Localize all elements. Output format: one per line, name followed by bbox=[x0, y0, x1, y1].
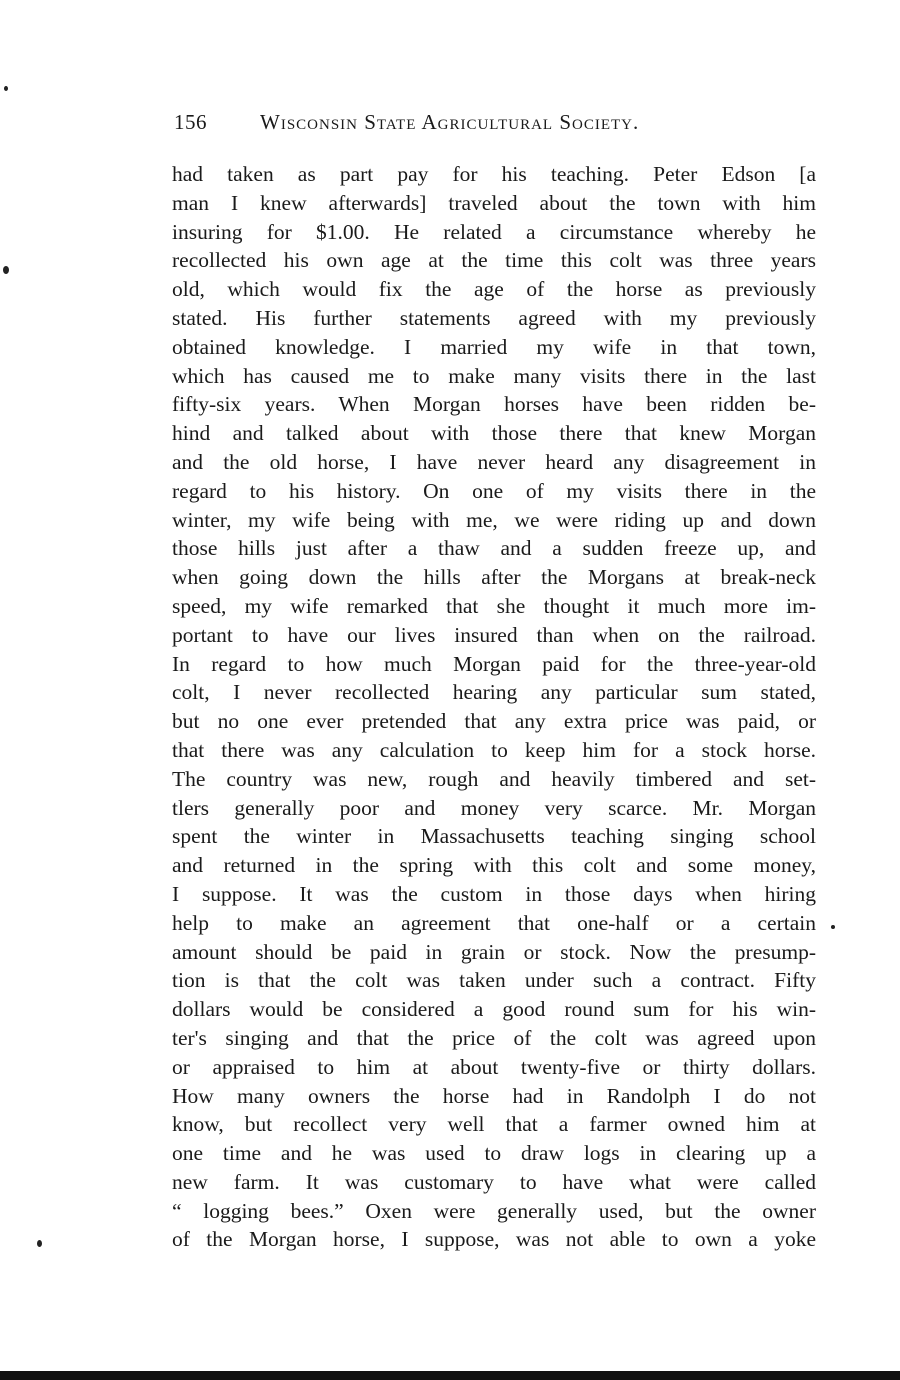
text-line: ter's singing and that the price of the colt was agreed upon bbox=[172, 1025, 816, 1050]
text-line: when going down the hills after the Morgans at break-neck bbox=[172, 565, 816, 590]
text-line: dollars would be considered a good round sum for his win- bbox=[172, 997, 816, 1022]
text-line: tlers generally poor and money very scarce. Mr. Morgan bbox=[172, 795, 816, 820]
running-title: Wisconsin State Agricultural Society. bbox=[260, 110, 640, 134]
text-line: insuring for $1.00. He related a circumstance whereby he bbox=[172, 219, 816, 244]
text-line: had taken as part pay for his teaching. Peter Edson [a bbox=[172, 162, 816, 186]
text-line: fifty-six years. When Morgan horses have been ridden be- bbox=[172, 392, 816, 417]
text-line: which has caused me to make many visits there in the last bbox=[172, 363, 816, 388]
text-line: speed, my wife remarked that she thought it much more im- bbox=[172, 593, 816, 618]
text-line: colt, I never recollected hearing any particular sum stated, bbox=[172, 680, 816, 705]
text-line: old, which would fix the age of the horse as previously bbox=[172, 277, 816, 302]
text-line: and the old horse, I have never heard any disagreement in bbox=[172, 449, 816, 474]
scan-edge-bar bbox=[0, 1371, 900, 1380]
text-line: winter, my wife being with me, we were riding up and down bbox=[172, 507, 816, 532]
text-line: help to make an agreement that one-half or a certain bbox=[172, 910, 816, 935]
text-line: amount should be paid in grain or stock. Now the presump- bbox=[172, 939, 816, 964]
text-line: How many owners the horse had in Randolph I do not bbox=[172, 1083, 816, 1108]
text-line: that there was any calculation to keep him for a stock horse. bbox=[172, 737, 816, 762]
page-header bbox=[174, 110, 734, 142]
text-line: one time and he was used to draw logs in clearing up a bbox=[172, 1141, 816, 1166]
text-line: I suppose. It was the custom in those days when hiring bbox=[172, 881, 816, 906]
text-line: tion is that the colt was taken under such a contract. Fifty bbox=[172, 968, 816, 993]
text-line: or appraised to him at about twenty-five or thirty dollars. bbox=[172, 1054, 816, 1079]
scan-speck bbox=[3, 266, 9, 274]
text-line: “ logging bees.” Oxen were generally used, but the owner bbox=[172, 1198, 816, 1223]
text-line: new farm. It was customary to have what were called bbox=[172, 1169, 816, 1194]
text-line: portant to have our lives insured than when on the railroad. bbox=[172, 622, 816, 647]
text-line: man I knew afterwards] traveled about the town with him bbox=[172, 190, 816, 215]
scan-speck bbox=[831, 925, 835, 929]
text-line: but no one ever pretended that any extra price was paid, or bbox=[172, 709, 816, 734]
text-line: stated. His further statements agreed with my previously bbox=[172, 305, 816, 330]
text-line: obtained knowledge. I married my wife in that town, bbox=[172, 334, 816, 359]
text-line: and returned in the spring with this colt and some money, bbox=[172, 853, 816, 878]
body-text bbox=[172, 160, 816, 1254]
page-number: 156 bbox=[174, 110, 207, 134]
text-line: In regard to how much Morgan paid for the three-year-old bbox=[172, 651, 816, 676]
text-line: hind and talked about with those there that knew Morgan bbox=[172, 421, 816, 446]
text-line: know, but recollect very well that a farmer owned him at bbox=[172, 1112, 816, 1137]
text-line: regard to his history. On one of my visits there in the bbox=[172, 478, 816, 503]
text-line: The country was new, rough and heavily timbered and set- bbox=[172, 766, 816, 791]
text-line: spent the winter in Massachusetts teaching singing school bbox=[172, 824, 816, 849]
text-line: of the Morgan horse, I suppose, was not able to own a yoke bbox=[172, 1227, 816, 1252]
scan-speck bbox=[37, 1240, 42, 1247]
text-line: those hills just after a thaw and a sudden freeze up, and bbox=[172, 536, 816, 561]
scan-speck bbox=[4, 86, 8, 91]
text-line: recollected his own age at the time this colt was three years bbox=[172, 248, 816, 273]
